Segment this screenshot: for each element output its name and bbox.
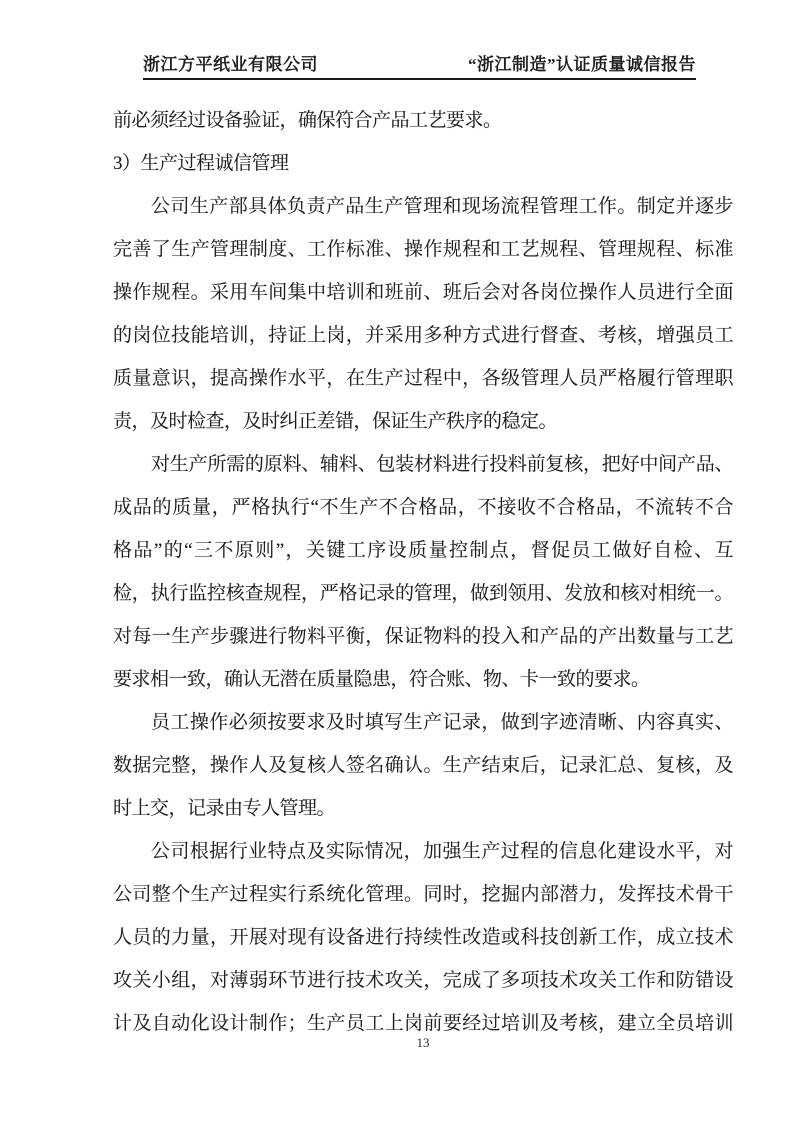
text-line: 员工操作必须按要求及时填写生产记录，做到字迹清晰、内容真实、 <box>151 712 733 733</box>
page-number: 13 <box>416 1035 430 1050</box>
text-line: 公司生产部具体负责产品生产管理和现场流程管理工作。制定并逐步 <box>151 196 733 217</box>
text-line: 人员的力量，开展对现有设备进行持续性改造或科技创新工作，成立技术 <box>113 927 733 948</box>
text-line: 的岗位技能培训，持证上岗，并采用多种方式进行督查、考核，增强员工 <box>113 325 733 346</box>
text-line: 责，及时检查，及时纠正差错，保证生产秩序的稳定。 <box>113 411 558 432</box>
text-line: 对生产所需的原料、辅料、包装材料进行投料前复核，把好中间产品、 <box>151 454 733 475</box>
text-line: 要求相一致，确认无潜在质量隐患，符合账、物、卡一致的要求。 <box>113 669 650 690</box>
text-line: 成品的质量，严格执行“不生产不合格品，不接收不合格品，不流转不合 <box>113 497 733 518</box>
text-line: 操作规程。采用车间集中培训和班前、班后会对各岗位操作人员进行全面 <box>113 282 733 303</box>
text-line: 质量意识，提高操作水平，在生产过程中，各级管理人员严格履行管理职 <box>113 368 733 389</box>
text-line: 检，执行监控核查规程，严格记录的管理，做到领用、发放和核对相统一。 <box>113 583 733 604</box>
text-line: 数据完整，操作人及复核人签名确认。生产结束后，记录汇总、复核，及 <box>113 755 733 776</box>
text-line: 前必须经过设备验证，确保符合产品工艺要求。 <box>113 110 502 131</box>
header-report-title: “浙江制造”认证质量诚信报告 <box>468 55 696 74</box>
document-body <box>113 99 733 1045</box>
text-line: 计及自动化设计制作；生产员工上岗前要经过培训及考核，建立全员培训 <box>113 1013 733 1034</box>
text-line: 时上交，记录由专人管理。 <box>113 798 336 819</box>
page-footer <box>113 1034 733 1052</box>
text-line: 公司整个生产过程实行系统化管理。同时，挖掘内部潜力，发挥技术骨干 <box>113 884 733 905</box>
text-line: 对每一生产步骤进行物料平衡，保证物料的投入和产品的产出数量与工艺 <box>113 626 733 647</box>
header-company: 浙江方平纸业有限公司 <box>143 55 318 74</box>
text-line: 完善了生产管理制度、工作标准、操作规程和工艺规程、管理规程、标准 <box>113 239 733 260</box>
text-line: 公司根据行业特点及实际情况，加强生产过程的信息化建设水平，对 <box>151 841 733 862</box>
text-line: 攻关小组，对薄弱环节进行技术攻关，完成了多项技术攻关工作和防错设 <box>113 970 733 991</box>
section-heading: 3）生产过程诚信管理 <box>113 153 289 174</box>
page-header <box>143 50 696 80</box>
text-line: 格品”的“三不原则”，关键工序设质量控制点，督促员工做好自检、互 <box>113 540 733 561</box>
